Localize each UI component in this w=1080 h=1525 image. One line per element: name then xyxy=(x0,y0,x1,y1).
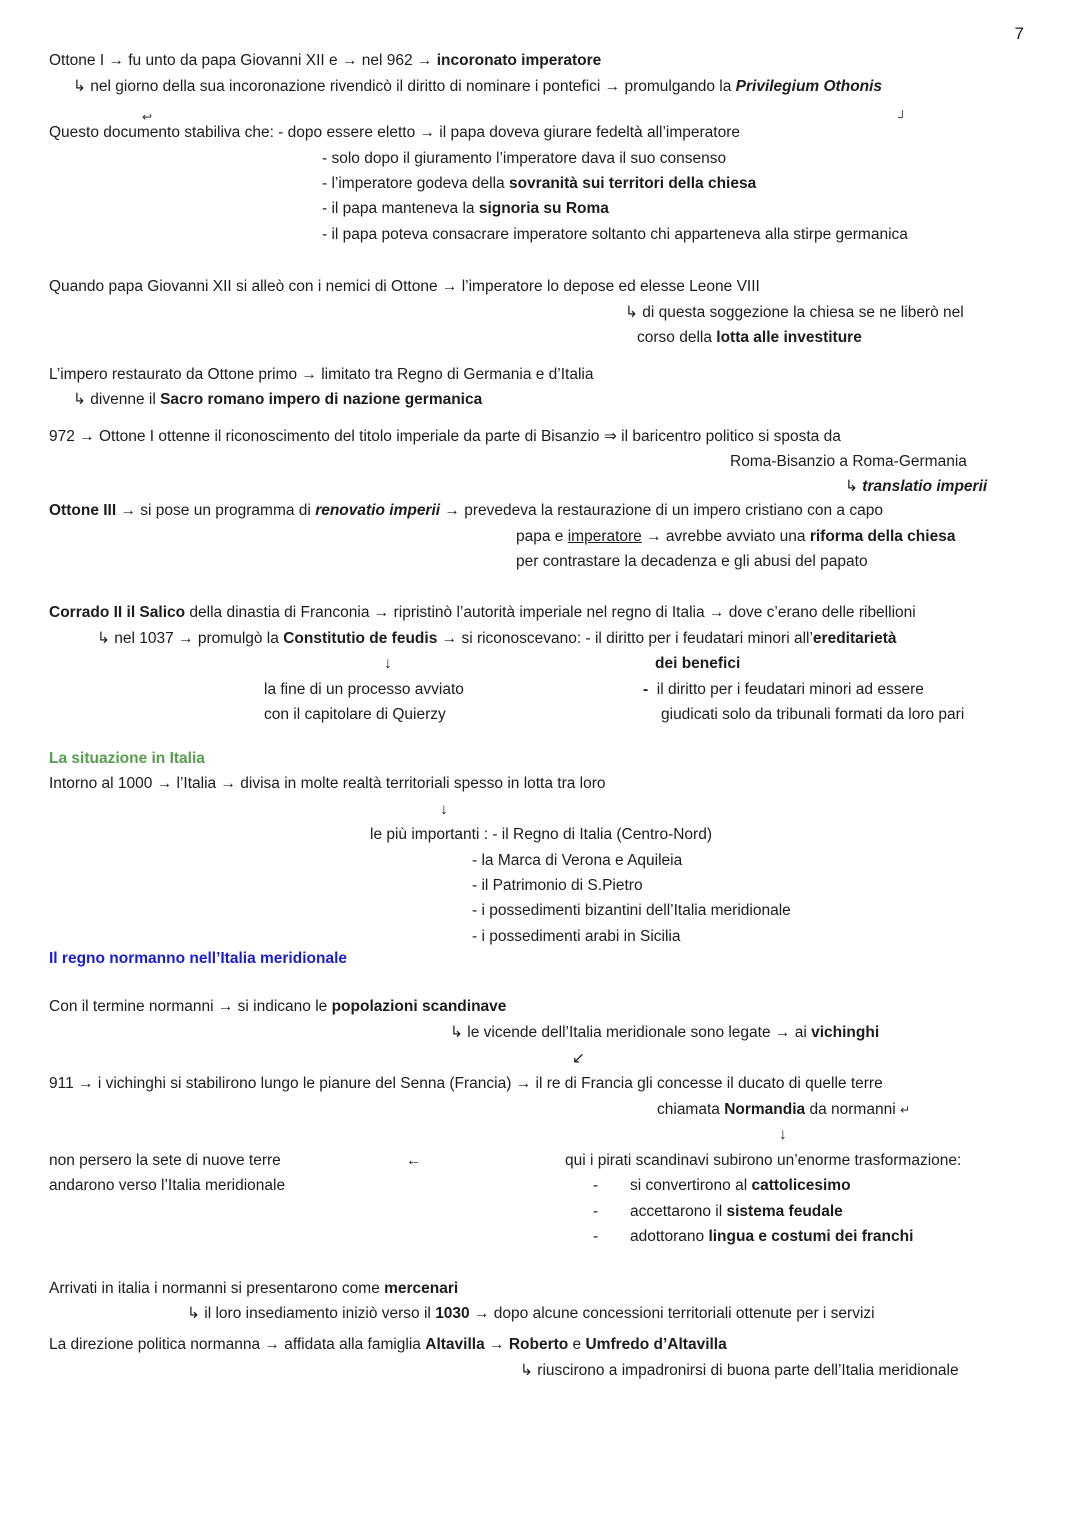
list-item xyxy=(630,1175,851,1196)
text-segment: ↓ xyxy=(440,801,448,818)
text-segment: ↵ xyxy=(899,1103,911,1117)
paragraph-911 xyxy=(49,1073,883,1094)
text-segment: renovatio imperii xyxy=(315,502,441,519)
text-segment: ↓ xyxy=(384,655,392,672)
sub-line xyxy=(625,302,964,323)
text-segment: - xyxy=(593,1177,599,1194)
text-segment: 972 → Ottone I ottenne il riconoscimento del titolo imperiale da parte di Bisanzio ⇒ il baricentro politico si sposta da xyxy=(49,428,841,445)
paragraph-972 xyxy=(49,426,841,447)
text-segment: Umfredo d’Altavilla xyxy=(585,1336,727,1353)
text-segment: ↓ xyxy=(779,1126,787,1143)
text-segment: → avrebbe avviato una xyxy=(641,528,810,545)
text-segment: Con il termine normanni → si indicano le xyxy=(49,998,332,1015)
text-segment: Corrado II il Salico xyxy=(49,604,186,621)
sub-line xyxy=(516,551,868,572)
down-left-arrow-glyph xyxy=(572,1048,585,1069)
left-arrow-glyph xyxy=(406,1150,422,1171)
text-segment: Sacro romano impero di nazione germanica xyxy=(160,391,483,408)
sub-line xyxy=(370,824,712,845)
text-segment: - il papa poteva consacrare imperatore soltanto chi apparteneva alla stirpe germanica xyxy=(322,226,908,243)
paragraph-questo-documento xyxy=(49,122,740,143)
text-segment: ↳ di questa soggezione la chiesa se ne liberò nel xyxy=(625,304,964,321)
list-item xyxy=(472,900,791,921)
text-segment: imperatore xyxy=(567,528,642,545)
sub-line xyxy=(73,389,482,410)
sub-line xyxy=(845,476,987,497)
text-segment: Roberto xyxy=(508,1336,569,1353)
list-item xyxy=(472,926,680,947)
text-segment: Questo documento stabiliva che: - dopo essere eletto → il papa doveva giurare fedeltà all’imperatore xyxy=(49,124,741,141)
paragraph-ottone-iii xyxy=(49,500,883,521)
text-segment: - xyxy=(593,1228,599,1245)
text-segment: La situazione in Italia xyxy=(49,750,205,767)
text-segment: → dopo alcune concessioni territoriali ottenute per i servizi xyxy=(469,1305,875,1322)
text-segment: → si riconoscevano: - il diritto per i feudatari minori all’ xyxy=(437,630,813,647)
text-segment: Privilegium Othonis xyxy=(735,78,883,95)
text-segment: ↳ riuscirono a impadronirsi di buona parte dell’Italia meridionale xyxy=(520,1362,959,1379)
down-arrow-glyph xyxy=(440,799,448,820)
text-segment: signoria su Roma xyxy=(478,200,609,217)
text-segment: riforma della chiesa xyxy=(809,528,956,545)
text-segment: Ottone I → fu unto da papa Giovanni XII e → nel 962 → xyxy=(49,52,437,69)
text-segment: chiamata xyxy=(657,1101,725,1118)
paragraph-corrado-ii xyxy=(49,602,916,623)
list-item xyxy=(322,148,726,169)
sub-line xyxy=(97,628,897,649)
text-segment: accettarono il xyxy=(630,1203,727,1220)
text-segment: ↩ xyxy=(142,110,153,124)
sub-line xyxy=(49,1150,281,1171)
text-segment: popolazioni scandinave xyxy=(331,998,507,1015)
text-segment: incoronato imperatore xyxy=(436,52,602,69)
list-item xyxy=(472,850,682,871)
text-segment: Arrivati in italia i normanni si presentarono come xyxy=(49,1280,385,1297)
text-segment: vichinghi xyxy=(811,1024,880,1041)
text-segment: cattolicesimo xyxy=(751,1177,851,1194)
text-segment: Quando papa Giovanni XII si alleò con i nemici di Ottone → l’imperatore lo depose ed elesse Leone VIII xyxy=(49,278,760,295)
down-arrow-glyph xyxy=(384,653,392,674)
sub-line xyxy=(655,653,740,674)
text-segment: corso della xyxy=(637,329,717,346)
paragraph-intorno-al-1000 xyxy=(49,773,606,794)
text-segment: - i possedimenti arabi in Sicilia xyxy=(472,928,681,945)
text-segment: non persero la sete di nuove terre xyxy=(49,1152,281,1169)
list-item xyxy=(472,875,643,896)
paragraph-direzione-politica xyxy=(49,1334,727,1355)
sub-line xyxy=(264,704,446,725)
paragraph-termine-normanni xyxy=(49,996,506,1017)
text-segment: e xyxy=(568,1336,586,1353)
text-segment: andarono verso l’Italia meridionale xyxy=(49,1177,286,1194)
text-segment: - i possedimenti bizantini dell’Italia meridionale xyxy=(472,902,791,919)
sub-line xyxy=(450,1022,879,1043)
text-segment: la fine di un processo avviato xyxy=(264,681,464,698)
sub-line xyxy=(637,327,862,348)
text-segment: → xyxy=(484,1336,509,1353)
text-segment: sistema feudale xyxy=(726,1203,843,1220)
text-segment: - il papa manteneva la xyxy=(322,200,479,217)
text-segment: ↳ il loro insediamento iniziò verso il xyxy=(187,1305,436,1322)
paragraph-giovanni-xii xyxy=(49,276,760,297)
sub-line xyxy=(565,1150,961,1171)
text-segment: Normandia xyxy=(724,1101,806,1118)
text-segment: adottorano xyxy=(630,1228,709,1245)
text-segment: - il Patrimonio di S.Pietro xyxy=(472,877,643,894)
text-segment: - l’imperatore godeva della xyxy=(322,175,509,192)
text-segment: 1030 xyxy=(435,1305,470,1322)
sub-line xyxy=(264,679,464,700)
text-segment: Altavilla xyxy=(425,1336,485,1353)
text-segment: translatio imperii xyxy=(862,478,988,495)
text-segment: da normanni xyxy=(805,1101,900,1118)
text-segment: ↳ xyxy=(845,478,863,495)
bullet-dash xyxy=(593,1226,598,1247)
sub-line xyxy=(73,76,882,97)
text-segment: Intorno al 1000 → l’Italia → divisa in molte realtà territoriali spesso in lotta tra loro xyxy=(49,775,606,792)
list-item xyxy=(322,198,609,219)
paragraph-impero-restaurato xyxy=(49,364,593,385)
paragraph-ottone-i xyxy=(49,50,601,71)
text-segment: Il regno normanno nell’Italia meridionale xyxy=(49,950,347,967)
section-heading-la-situazione-in-italia xyxy=(49,748,205,769)
text-segment: ↳ le vicende dell’Italia meridionale sono legate → ai xyxy=(450,1024,812,1041)
sub-line xyxy=(730,451,967,472)
text-segment: mercenari xyxy=(384,1280,459,1297)
text-segment: lotta alle investiture xyxy=(716,329,862,346)
text-segment: si convertirono al xyxy=(630,1177,752,1194)
text-segment: Roma-Bisanzio a Roma-Germania xyxy=(730,453,967,470)
text-segment: Ottone III xyxy=(49,502,117,519)
sub-line xyxy=(520,1360,959,1381)
paragraph-arrivati-in-italia xyxy=(49,1278,458,1299)
sub-line xyxy=(661,704,964,725)
text-segment: - solo dopo il giuramento l’imperatore dava il suo consenso xyxy=(322,150,727,167)
list-item xyxy=(322,173,756,194)
sub-line xyxy=(516,526,955,547)
text-segment: - la Marca di Verona e Aquileia xyxy=(472,852,683,869)
text-segment: giudicati solo da tribunali formati da loro pari xyxy=(661,706,965,723)
text-segment: della dinastia di Franconia → ripristinò l’autorità imperiale nel regno di Italia → dove c’erano delle ribellioni xyxy=(185,604,916,621)
list-item xyxy=(630,1201,843,1222)
text-segment: - xyxy=(593,1203,599,1220)
text-segment: le più importanti : - il Regno di Italia (Centro-Nord) xyxy=(370,826,712,843)
list-item xyxy=(322,224,908,245)
list-item xyxy=(630,1226,913,1247)
text-segment: ┘ xyxy=(898,110,907,124)
text-segment: ereditarietà xyxy=(812,630,897,647)
text-segment: lingua e costumi dei franchi xyxy=(708,1228,914,1245)
text-segment: Constitutio de feudis xyxy=(283,630,438,647)
text-segment: → prevedeva la restaurazione di un impero cristiano con a capo xyxy=(440,502,883,519)
text-segment: → si pose un programma di xyxy=(116,502,316,519)
text-segment: - xyxy=(643,681,649,698)
text-segment: papa e xyxy=(516,528,568,545)
list-item xyxy=(643,679,924,700)
text-segment: ↙ xyxy=(572,1050,585,1067)
text-segment: 911 → i vichinghi si stabilirono lungo le pianure del Senna (Francia) → il re di Francia gli concesse il ducato di quelle terre xyxy=(49,1075,883,1092)
sub-line xyxy=(657,1099,910,1121)
section-heading-regno-normanno xyxy=(49,948,347,969)
corner-glyph xyxy=(898,106,907,128)
bullet-dash xyxy=(593,1175,598,1196)
text-segment: per contrastare la decadenza e gli abusi del papato xyxy=(516,553,868,570)
text-segment: ↳ nel giorno della sua incoronazione rivendicò il diritto di nominare i pontefici → promulgando la xyxy=(73,78,736,95)
text-segment: sovranità sui territori della chiesa xyxy=(508,175,757,192)
page-number: 7 xyxy=(1014,24,1024,43)
bullet-dash xyxy=(593,1201,598,1222)
text-segment: ↳ nel 1037 → promulgò la xyxy=(97,630,284,647)
sub-line xyxy=(49,1175,285,1196)
text-segment: ← xyxy=(406,1152,422,1169)
text-segment: dei benefici xyxy=(655,655,741,672)
sub-line xyxy=(187,1303,875,1324)
text-segment: La direzione politica normanna → affidata alla famiglia xyxy=(49,1336,426,1353)
text-segment: L’impero restaurato da Ottone primo → limitato tra Regno di Germania e d’Italia xyxy=(49,366,594,383)
text-segment: qui i pirati scandinavi subirono un’enorme trasformazione: xyxy=(565,1152,962,1169)
text-segment: il diritto per i feudatari minori ad essere xyxy=(648,681,924,698)
down-arrow-glyph xyxy=(779,1124,787,1145)
text-segment: ↳ divenne il xyxy=(73,391,161,408)
text-segment: con il capitolare di Quierzy xyxy=(264,706,446,723)
